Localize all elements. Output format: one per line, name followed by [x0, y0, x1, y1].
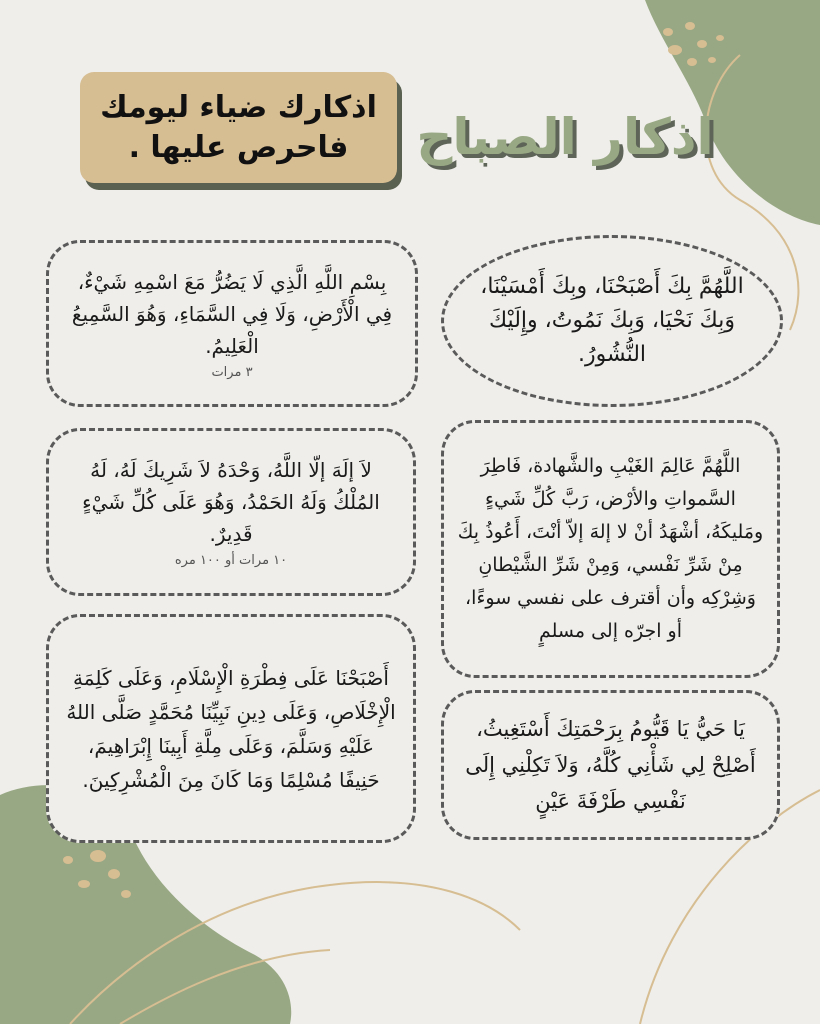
- repeat-count: ٣ مرات: [211, 364, 253, 380]
- dhikr-text: بِسْمِ اللَّهِ الَّذِي لَا يَضُرُّ مَعَ اسْمِهِ شَيْءٌ، فِي الْأَرْضِ، وَلَا فِي السَّمَاءِ، وَهُوَ السَّمِيعُ الْعَلِيمُ.: [71, 269, 393, 358]
- repeat-count: ١٠ مرات أو ١٠٠ مره: [174, 553, 288, 568]
- tagline-line-1: اذكارك ضياء ليومك: [100, 89, 377, 125]
- dhikr-card-3: [441, 420, 780, 678]
- tagline-banner: [80, 72, 397, 183]
- tagline-line-2: فاحرص عليها .: [128, 129, 349, 165]
- dhikr-card-6: [46, 614, 416, 843]
- dhikr-text: يَا حَيُّ يَا قَيُّومُ بِرَحْمَتِكَ أَسْتَغِيثُ، أَصْلِحْ لِي شَأْنِي كُلَّهُ، وَلاَ تَكِلْنِي إِلَى نَفْسِي طَرْفَةَ عَيْنٍ: [465, 717, 756, 813]
- dhikr-text: أَصْبَحْنَا عَلَى فِطْرَةِ الْإِسْلَامِ، وَعَلَى كَلِمَةِ الْإِخْلَاصِ، وَعَلَى دِينِ نَبِيِّنَا مُحَمَّدٍ صَلَّى اللهُ عَلَيْهِ وَسَلَّمَ، وَعَلَى مِلَّةِ أَبِينَا إِبْرَاهِيمَ، حَنِيفًا مُسْلِمًا وَمَا كَانَ مِنَ الْمُشْرِكِينَ.: [66, 665, 396, 792]
- dhikr-card-5: [441, 690, 780, 840]
- dhikr-text: اللَّهُمَّ عَالِمَ الغَيْبِ والشَّهادة، فَاطِرَ السَّمواتِ والأرْض، رَبَّ كُلِّ شَيءٍ ومَليكَهُ، أشْهَدُ أنْ لا إلهَ إلاّ أنْتَ، أَعُوذُ بِكَ مِنْ شَرِّ نَفْسي، وَمِنْ شَرِّ الشَّيْطانِ وَشِرْكِه وأن أقترف على نفسي سوءًا، أو اجرّه إلى مسلمٍ: [457, 455, 764, 642]
- dhikr-card-1: [441, 235, 783, 407]
- dhikr-text: اللَّهُمَّ بِكَ أَصْبَحْنَا، وبِكَ أَمْسَيْنَا، وَبِكَ نَحْيَا، وَبِكَ نَمُوتُ، وإِلَيْكَ النُّشُورُ.: [480, 274, 744, 367]
- dhikr-card-2: [46, 240, 418, 407]
- dhikr-card-4: [46, 428, 416, 596]
- page-title: اذكار الصباح: [416, 108, 714, 166]
- dhikr-text: لاَ إلَهَ إلّا اللَّهُ، وَحْدَهُ لاَ شَرِيكَ لَهُ، لَهُ المُلْكُ وَلَهُ الحَمْدُ، وَهُوَ عَلَى كُلِّ شَيْءٍ قَدِيرٌ.: [82, 458, 380, 546]
